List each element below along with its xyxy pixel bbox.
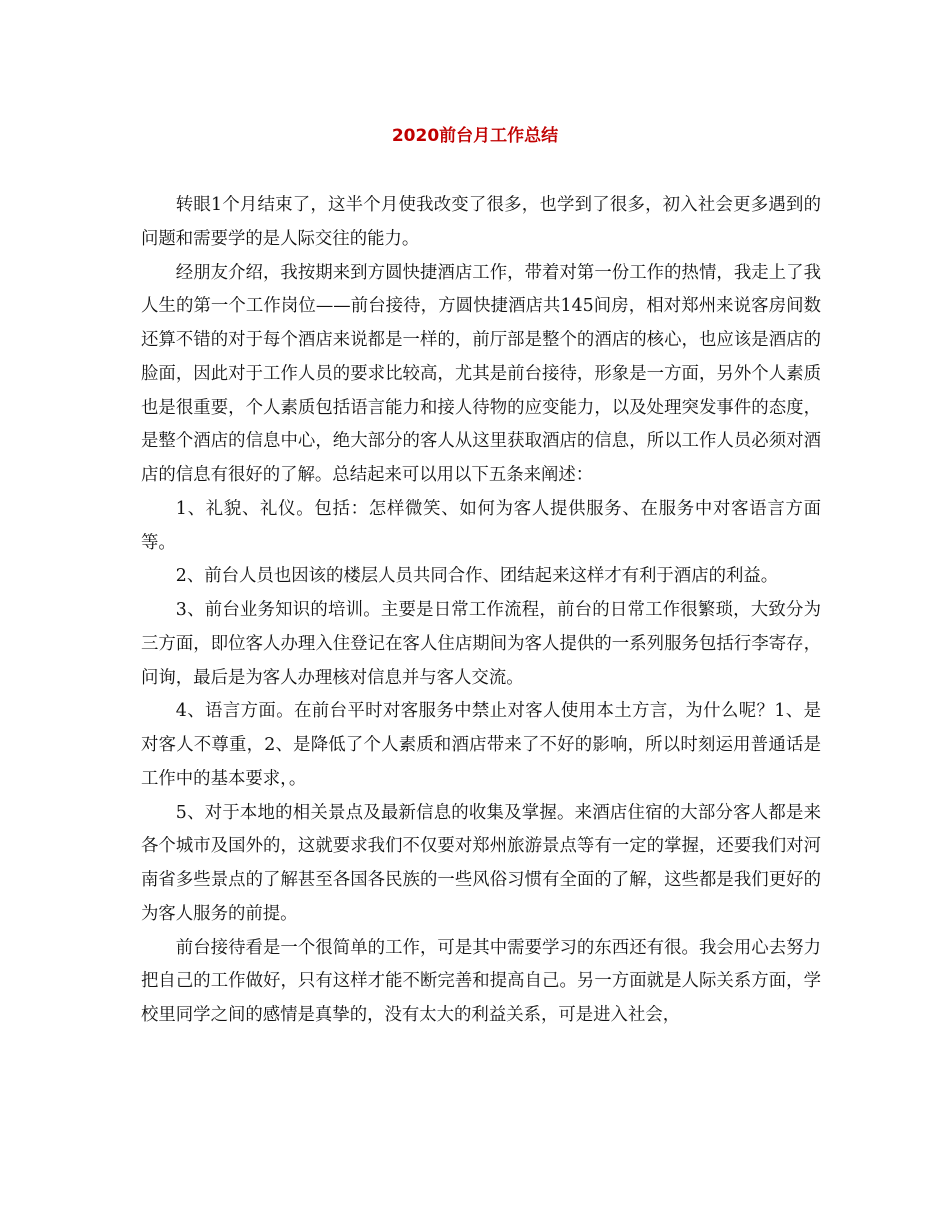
list-item-local-info: 5、对于本地的相关景点及最新信息的收集及掌握。来酒店住宿的大部分客人都是来各个城市及国外的，这就要求我们不仅要对郑州旅游景点等有一定的掌握，还要我们对河南省多些景点的了解甚至各国各民族的一些风俗习惯有全面的了解，这些都是我们更好的为客人服务的前提。 xyxy=(141,802,821,924)
list-item-cooperation: 2、前台人员也因该的楼层人员共同合作、团结起来这样才有利于酒店的利益。 xyxy=(175,566,779,587)
paragraph-intro: 转眼1个月结束了，这半个月使我改变了很多，也学到了很多，初入社会更多遇到的问题和需要学的是人际交往的能力。 xyxy=(141,195,821,249)
list-item-etiquette: 1、礼貌、礼仪。包括：怎样微笑、如何为客人提供服务、在服务中对客语言方面等。 xyxy=(141,498,821,553)
paragraph-reflection: 前台接待看是一个很简单的工作，可是其中需要学习的东西还有很。我会用心去努力把自己的工作做好，只有这样才能不断完善和提高自己。另一方面就是人际关系方面，学校里同学之间的感情是真挚的，没有太大的利益关系，可是进入社会， xyxy=(141,937,821,1025)
list-item-training: 3、前台业务知识的培训。主要是日常工作流程，前台的日常工作很繁琐，大致分为三方面，即位客人办理入住登记在客人住店期间为客人提供的一系列服务包括行李寄存，问询，最后是为客人办理核对信息并与客人交流。 xyxy=(141,600,821,688)
paragraph-background: 经朋友介绍，我按期来到方圆快捷酒店工作，带着对第一份工作的热情，我走上了我人生的第一个工作岗位——前台接待，方圆快捷酒店共145间房，相对郑州来说客房间数还算不错的对于每个酒店来说都是一样的，前厅部是整个的酒店的核心，也应该是酒店的脸面，因此对于工作人员的要求比较高，尤其是前台接待，形象是一方面，另外个人素质也是很重要，个人素质包括语言能力和接人待物的应变能力，以及处理突发事件的态度，是整个酒店的信息中心，绝大部分的客人从这里获取酒店的信息，所以工作人员必须对酒店的信息有很好的了解。总结起来可以用以下五条来阐述： xyxy=(141,262,821,485)
document-title: 2020前台月工作总结 xyxy=(391,126,559,146)
list-item-language: 4、语言方面。在前台平时对客服务中禁止对客人使用本土方言，为什么呢？1、是对客人不尊重，2、是降低了个人素质和酒店带来了不好的影响，所以时刻运用普通话是工作中的基本要求，。 xyxy=(141,701,821,789)
document-body xyxy=(141,189,821,1033)
